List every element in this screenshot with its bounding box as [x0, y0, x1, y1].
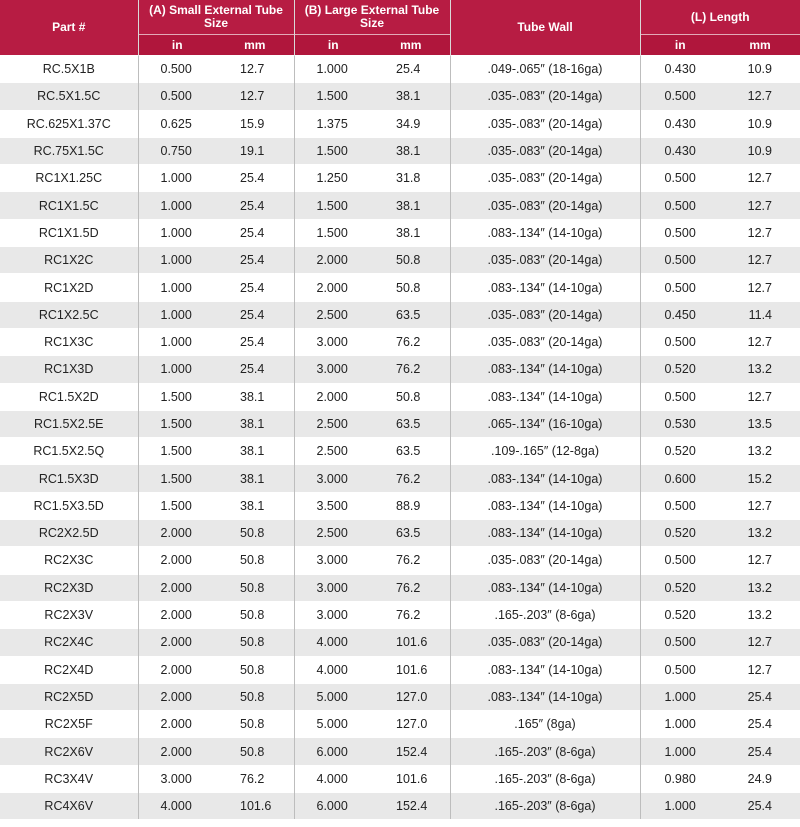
large-tube-mm-cell: 25.4: [372, 56, 450, 83]
part-number-cell: RC2X4D: [0, 656, 138, 683]
large-tube-mm-cell: 76.2: [372, 601, 450, 628]
small-tube-in-cell: 3.000: [138, 765, 216, 792]
tube-wall-cell: .083-.134″ (14-10ga): [450, 683, 640, 710]
large-tube-in-cell: 2.500: [294, 410, 372, 437]
part-number-cell: RC2X3C: [0, 547, 138, 574]
small-tube-in-cell: 1.000: [138, 356, 216, 383]
tube-wall-cell: .049-.065″ (18-16ga): [450, 56, 640, 83]
small-tube-mm-cell: 38.1: [216, 383, 294, 410]
large-tube-mm-cell: 38.1: [372, 192, 450, 219]
large-tube-mm-cell: 152.4: [372, 738, 450, 765]
small-tube-in-cell: 2.000: [138, 656, 216, 683]
large-tube-in-cell: 1.000: [294, 56, 372, 83]
small-tube-mm-cell: 25.4: [216, 247, 294, 274]
part-number-cell: RC2X2.5D: [0, 520, 138, 547]
subheader-a-in: in: [138, 35, 216, 56]
length-in-cell: 1.000: [640, 793, 720, 820]
table-row: [0, 410, 800, 437]
small-tube-in-cell: 1.000: [138, 219, 216, 246]
table-row: [0, 110, 800, 137]
large-tube-in-cell: 3.000: [294, 465, 372, 492]
part-number-cell: RC1X2D: [0, 274, 138, 301]
tube-wall-cell: .083-.134″ (14-10ga): [450, 219, 640, 246]
large-tube-in-cell: 2.500: [294, 301, 372, 328]
length-mm-cell: 13.2: [720, 574, 800, 601]
length-in-cell: 0.500: [640, 328, 720, 355]
table-row: [0, 547, 800, 574]
large-tube-mm-cell: 63.5: [372, 520, 450, 547]
part-number-cell: RC1X2C: [0, 247, 138, 274]
small-tube-mm-cell: 12.7: [216, 56, 294, 83]
subheader-l-in: in: [640, 35, 720, 56]
subheader-b-mm: mm: [372, 35, 450, 56]
large-tube-mm-cell: 63.5: [372, 410, 450, 437]
length-mm-cell: 13.5: [720, 410, 800, 437]
tube-wall-cell: .165-.203″ (8-6ga): [450, 765, 640, 792]
part-number-cell: RC.75X1.5C: [0, 137, 138, 164]
table-row: [0, 765, 800, 792]
large-tube-mm-cell: 152.4: [372, 793, 450, 820]
small-tube-mm-cell: 50.8: [216, 520, 294, 547]
small-tube-mm-cell: 50.8: [216, 656, 294, 683]
small-tube-mm-cell: 25.4: [216, 328, 294, 355]
length-mm-cell: 25.4: [720, 793, 800, 820]
length-mm-cell: 12.7: [720, 165, 800, 192]
table-row: [0, 738, 800, 765]
small-tube-in-cell: 1.500: [138, 410, 216, 437]
tube-wall-cell: .083-.134″ (14-10ga): [450, 492, 640, 519]
length-mm-cell: 25.4: [720, 683, 800, 710]
small-tube-in-cell: 1.000: [138, 165, 216, 192]
small-tube-in-cell: 1.000: [138, 247, 216, 274]
table-row: [0, 601, 800, 628]
tube-wall-cell: .035-.083″ (20-14ga): [450, 328, 640, 355]
table-row: [0, 219, 800, 246]
large-tube-in-cell: 2.500: [294, 438, 372, 465]
tube-wall-cell: .165-.203″ (8-6ga): [450, 601, 640, 628]
part-number-cell: RC1X1.25C: [0, 165, 138, 192]
table-row: [0, 520, 800, 547]
large-tube-mm-cell: 34.9: [372, 110, 450, 137]
header-small-external-tube-size: (A) Small External Tube Size: [138, 0, 294, 35]
part-number-cell: RC2X4C: [0, 629, 138, 656]
length-in-cell: 0.500: [640, 656, 720, 683]
large-tube-mm-cell: 76.2: [372, 574, 450, 601]
table-row: [0, 83, 800, 110]
small-tube-in-cell: 1.000: [138, 274, 216, 301]
part-number-cell: RC1X3D: [0, 356, 138, 383]
small-tube-in-cell: 2.000: [138, 738, 216, 765]
table-row: [0, 356, 800, 383]
small-tube-mm-cell: 50.8: [216, 683, 294, 710]
small-tube-in-cell: 2.000: [138, 547, 216, 574]
large-tube-in-cell: 3.000: [294, 356, 372, 383]
length-mm-cell: 12.7: [720, 383, 800, 410]
small-tube-mm-cell: 25.4: [216, 356, 294, 383]
tube-wall-cell: .035-.083″ (20-14ga): [450, 83, 640, 110]
large-tube-mm-cell: 76.2: [372, 465, 450, 492]
tube-wall-cell: .035-.083″ (20-14ga): [450, 110, 640, 137]
length-mm-cell: 10.9: [720, 56, 800, 83]
tube-wall-cell: .035-.083″ (20-14ga): [450, 192, 640, 219]
large-tube-in-cell: 4.000: [294, 656, 372, 683]
length-mm-cell: 12.7: [720, 274, 800, 301]
length-mm-cell: 25.4: [720, 738, 800, 765]
large-tube-in-cell: 1.500: [294, 192, 372, 219]
tube-wall-cell: .083-.134″ (14-10ga): [450, 520, 640, 547]
length-mm-cell: 13.2: [720, 438, 800, 465]
small-tube-in-cell: 1.000: [138, 192, 216, 219]
length-in-cell: 0.530: [640, 410, 720, 437]
part-number-cell: RC1.5X3.5D: [0, 492, 138, 519]
length-in-cell: 0.500: [640, 629, 720, 656]
large-tube-mm-cell: 127.0: [372, 711, 450, 738]
length-in-cell: 0.430: [640, 137, 720, 164]
header-tube-wall: Tube Wall: [450, 0, 640, 56]
large-tube-mm-cell: 76.2: [372, 547, 450, 574]
table-row: [0, 247, 800, 274]
part-number-cell: RC1.5X2.5Q: [0, 438, 138, 465]
small-tube-in-cell: 1.000: [138, 328, 216, 355]
length-in-cell: 0.500: [640, 547, 720, 574]
small-tube-mm-cell: 38.1: [216, 438, 294, 465]
small-tube-in-cell: 2.000: [138, 629, 216, 656]
length-mm-cell: 12.7: [720, 192, 800, 219]
large-tube-mm-cell: 63.5: [372, 438, 450, 465]
table-row: [0, 328, 800, 355]
small-tube-mm-cell: 50.8: [216, 601, 294, 628]
length-in-cell: 0.430: [640, 56, 720, 83]
large-tube-mm-cell: 76.2: [372, 328, 450, 355]
length-in-cell: 0.500: [640, 192, 720, 219]
small-tube-in-cell: 1.500: [138, 438, 216, 465]
table-body: [0, 56, 800, 820]
large-tube-mm-cell: 38.1: [372, 137, 450, 164]
length-mm-cell: 13.2: [720, 520, 800, 547]
part-number-cell: RC2X5F: [0, 711, 138, 738]
table-row: [0, 492, 800, 519]
header-length: (L) Length: [640, 0, 800, 35]
large-tube-mm-cell: 63.5: [372, 301, 450, 328]
part-number-cell: RC1X1.5C: [0, 192, 138, 219]
length-mm-cell: 25.4: [720, 711, 800, 738]
table-row: [0, 165, 800, 192]
table-row: [0, 383, 800, 410]
large-tube-in-cell: 2.000: [294, 383, 372, 410]
part-number-cell: RC1X3C: [0, 328, 138, 355]
length-mm-cell: 12.7: [720, 247, 800, 274]
large-tube-in-cell: 3.000: [294, 547, 372, 574]
part-number-cell: RC1.5X2D: [0, 383, 138, 410]
large-tube-in-cell: 4.000: [294, 629, 372, 656]
large-tube-in-cell: 1.500: [294, 83, 372, 110]
header-large-external-tube-size: (B) Large External Tube Size: [294, 0, 450, 35]
large-tube-in-cell: 6.000: [294, 793, 372, 820]
small-tube-in-cell: 2.000: [138, 601, 216, 628]
small-tube-in-cell: 2.000: [138, 683, 216, 710]
part-number-cell: RC3X4V: [0, 765, 138, 792]
small-tube-mm-cell: 38.1: [216, 465, 294, 492]
length-in-cell: 0.520: [640, 438, 720, 465]
length-in-cell: 1.000: [640, 683, 720, 710]
small-tube-mm-cell: 101.6: [216, 793, 294, 820]
length-mm-cell: 13.2: [720, 356, 800, 383]
part-number-cell: RC2X3V: [0, 601, 138, 628]
length-mm-cell: 12.7: [720, 656, 800, 683]
small-tube-mm-cell: 25.4: [216, 301, 294, 328]
tube-wall-cell: .083-.134″ (14-10ga): [450, 656, 640, 683]
length-mm-cell: 10.9: [720, 137, 800, 164]
small-tube-mm-cell: 12.7: [216, 83, 294, 110]
length-mm-cell: 24.9: [720, 765, 800, 792]
table-row: [0, 683, 800, 710]
large-tube-mm-cell: 50.8: [372, 247, 450, 274]
small-tube-mm-cell: 15.9: [216, 110, 294, 137]
large-tube-in-cell: 5.000: [294, 711, 372, 738]
large-tube-mm-cell: 50.8: [372, 383, 450, 410]
small-tube-in-cell: 1.500: [138, 492, 216, 519]
tube-wall-cell: .035-.083″ (20-14ga): [450, 301, 640, 328]
length-in-cell: 0.980: [640, 765, 720, 792]
table-row: [0, 301, 800, 328]
table-row: [0, 574, 800, 601]
tube-wall-cell: .165-.203″ (8-6ga): [450, 738, 640, 765]
length-mm-cell: 12.7: [720, 328, 800, 355]
large-tube-in-cell: 6.000: [294, 738, 372, 765]
tube-wall-cell: .065-.134″ (16-10ga): [450, 410, 640, 437]
length-mm-cell: 12.7: [720, 219, 800, 246]
length-mm-cell: 11.4: [720, 301, 800, 328]
length-in-cell: 0.500: [640, 383, 720, 410]
length-in-cell: 0.500: [640, 83, 720, 110]
small-tube-mm-cell: 50.8: [216, 738, 294, 765]
large-tube-in-cell: 1.250: [294, 165, 372, 192]
table-row: [0, 629, 800, 656]
tube-wall-cell: .035-.083″ (20-14ga): [450, 165, 640, 192]
small-tube-in-cell: 2.000: [138, 711, 216, 738]
subheader-l-mm: mm: [720, 35, 800, 56]
length-in-cell: 0.520: [640, 356, 720, 383]
small-tube-mm-cell: 25.4: [216, 165, 294, 192]
part-number-cell: RC2X5D: [0, 683, 138, 710]
small-tube-in-cell: 0.625: [138, 110, 216, 137]
large-tube-in-cell: 1.500: [294, 219, 372, 246]
small-tube-in-cell: 4.000: [138, 793, 216, 820]
tube-wall-cell: .109-.165″ (12-8ga): [450, 438, 640, 465]
table-row: [0, 438, 800, 465]
small-tube-mm-cell: 50.8: [216, 547, 294, 574]
small-tube-in-cell: 0.750: [138, 137, 216, 164]
large-tube-mm-cell: 101.6: [372, 656, 450, 683]
table-row: [0, 656, 800, 683]
large-tube-in-cell: 3.000: [294, 328, 372, 355]
part-number-cell: RC.5X1.5C: [0, 83, 138, 110]
part-number-cell: RC.5X1B: [0, 56, 138, 83]
part-number-cell: RC2X6V: [0, 738, 138, 765]
small-tube-mm-cell: 19.1: [216, 137, 294, 164]
large-tube-in-cell: 1.375: [294, 110, 372, 137]
tube-wall-cell: .083-.134″ (14-10ga): [450, 574, 640, 601]
tube-wall-cell: .083-.134″ (14-10ga): [450, 274, 640, 301]
tube-wall-cell: .035-.083″ (20-14ga): [450, 247, 640, 274]
subheader-b-in: in: [294, 35, 372, 56]
length-in-cell: 0.520: [640, 601, 720, 628]
length-in-cell: 0.500: [640, 219, 720, 246]
tube-wall-cell: .035-.083″ (20-14ga): [450, 547, 640, 574]
length-in-cell: 0.450: [640, 301, 720, 328]
length-mm-cell: 10.9: [720, 110, 800, 137]
part-number-cell: RC.625X1.37C: [0, 110, 138, 137]
large-tube-in-cell: 3.500: [294, 492, 372, 519]
large-tube-mm-cell: 76.2: [372, 356, 450, 383]
small-tube-in-cell: 2.000: [138, 574, 216, 601]
large-tube-mm-cell: 101.6: [372, 629, 450, 656]
small-tube-mm-cell: 76.2: [216, 765, 294, 792]
length-mm-cell: 12.7: [720, 83, 800, 110]
small-tube-mm-cell: 50.8: [216, 574, 294, 601]
small-tube-in-cell: 1.500: [138, 383, 216, 410]
length-in-cell: 0.430: [640, 110, 720, 137]
small-tube-mm-cell: 50.8: [216, 629, 294, 656]
large-tube-mm-cell: 101.6: [372, 765, 450, 792]
tube-wall-cell: .165″ (8ga): [450, 711, 640, 738]
part-number-cell: RC1.5X3D: [0, 465, 138, 492]
large-tube-in-cell: 3.000: [294, 601, 372, 628]
length-in-cell: 0.500: [640, 247, 720, 274]
large-tube-mm-cell: 38.1: [372, 219, 450, 246]
length-in-cell: 1.000: [640, 711, 720, 738]
length-in-cell: 1.000: [640, 738, 720, 765]
length-in-cell: 0.500: [640, 492, 720, 519]
length-mm-cell: 15.2: [720, 465, 800, 492]
tube-wall-cell: .035-.083″ (20-14ga): [450, 629, 640, 656]
length-in-cell: 0.600: [640, 465, 720, 492]
length-in-cell: 0.520: [640, 520, 720, 547]
length-mm-cell: 13.2: [720, 601, 800, 628]
large-tube-in-cell: 5.000: [294, 683, 372, 710]
part-number-cell: RC1.5X2.5E: [0, 410, 138, 437]
small-tube-in-cell: 0.500: [138, 56, 216, 83]
part-number-cell: RC4X6V: [0, 793, 138, 820]
large-tube-mm-cell: 38.1: [372, 83, 450, 110]
length-mm-cell: 12.7: [720, 492, 800, 519]
part-number-cell: RC1X2.5C: [0, 301, 138, 328]
large-tube-in-cell: 1.500: [294, 137, 372, 164]
tube-wall-cell: .083-.134″ (14-10ga): [450, 356, 640, 383]
part-number-cell: RC1X1.5D: [0, 219, 138, 246]
table-row: [0, 465, 800, 492]
large-tube-mm-cell: 31.8: [372, 165, 450, 192]
small-tube-mm-cell: 50.8: [216, 711, 294, 738]
small-tube-mm-cell: 25.4: [216, 219, 294, 246]
table-row: [0, 274, 800, 301]
part-number-cell: RC2X3D: [0, 574, 138, 601]
table-row: [0, 711, 800, 738]
large-tube-in-cell: 2.000: [294, 247, 372, 274]
small-tube-mm-cell: 38.1: [216, 492, 294, 519]
large-tube-in-cell: 2.500: [294, 520, 372, 547]
tube-wall-cell: .083-.134″ (14-10ga): [450, 465, 640, 492]
small-tube-in-cell: 1.000: [138, 301, 216, 328]
length-mm-cell: 12.7: [720, 547, 800, 574]
subheader-a-mm: mm: [216, 35, 294, 56]
large-tube-in-cell: 4.000: [294, 765, 372, 792]
tube-wall-cell: .083-.134″ (14-10ga): [450, 383, 640, 410]
small-tube-in-cell: 1.500: [138, 465, 216, 492]
table-row: [0, 137, 800, 164]
length-in-cell: 0.520: [640, 574, 720, 601]
small-tube-mm-cell: 38.1: [216, 410, 294, 437]
large-tube-mm-cell: 127.0: [372, 683, 450, 710]
large-tube-in-cell: 3.000: [294, 574, 372, 601]
tube-wall-cell: .035-.083″ (20-14ga): [450, 137, 640, 164]
table-row: [0, 793, 800, 820]
tube-wall-cell: .165-.203″ (8-6ga): [450, 793, 640, 820]
small-tube-mm-cell: 25.4: [216, 274, 294, 301]
table-header: [0, 0, 800, 56]
large-tube-mm-cell: 50.8: [372, 274, 450, 301]
large-tube-mm-cell: 88.9: [372, 492, 450, 519]
small-tube-in-cell: 0.500: [138, 83, 216, 110]
small-tube-mm-cell: 25.4: [216, 192, 294, 219]
small-tube-in-cell: 2.000: [138, 520, 216, 547]
large-tube-in-cell: 2.000: [294, 274, 372, 301]
length-in-cell: 0.500: [640, 274, 720, 301]
table-row: [0, 192, 800, 219]
length-in-cell: 0.500: [640, 165, 720, 192]
length-mm-cell: 12.7: [720, 629, 800, 656]
header-part-number: Part #: [0, 0, 138, 56]
table-row: [0, 56, 800, 83]
